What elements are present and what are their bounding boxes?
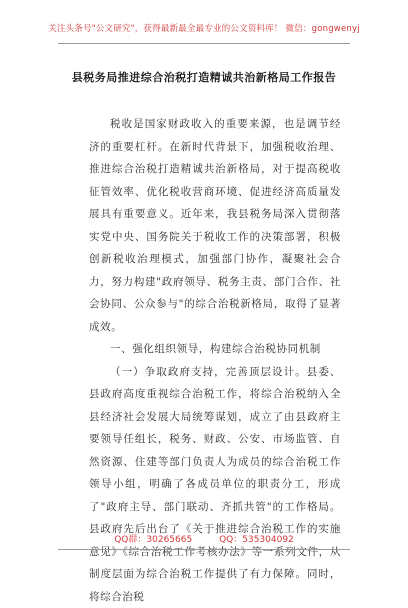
header-divider (58, 43, 350, 44)
section-paragraph: （一）争取政府支持，完善顶层设计。县委、县政府高度重视综合治税工作，将综合治税纳入全县经济社会发展大局统筹谋划，成立了由县政府主要领导任组长，税务、财政、公安、市场监管、自然资源、住建等部门负责人为成员的综合治税工作领导小组，明确了各成员单位的职责分工，形成了"政府主导、部门联动、齐抓共管"的工作格局。县政府先后出台了《关于推进综合治税工作的实施意见》《综合治税工作考核办法》等一系列文件，从制度层面为综合治税工作提供了有力保障。同时，将综合治税 (89, 361, 341, 608)
footer-contact (0, 532, 408, 545)
footer-divider (58, 549, 350, 550)
footer-qq: QQ：535304092 (219, 535, 294, 545)
section-heading: 一、强化组织领导，构建综合治税协同机制 (89, 338, 341, 361)
header-banner: 关注头条号"公文研究"，获得最新最全最专业的公文资料库！ 微信：gongwenyj (0, 22, 408, 34)
footer-qq-group: QQ群：30265665 (114, 535, 192, 545)
document-title: 县税务局推进综合治税打造精诚共治新格局工作报告 (0, 69, 408, 85)
intro-paragraph: 税收是国家财政收入的重要来源，也是调节经济的重要杠杆。在新时代背景下，加强税收治理、推进综合治税打造精诚共治新格局，对于提高税收征管效率、优化税收营商环境、促进经济高质量发展具有重要意义。近年来，我县税务局深入贯彻落实党中央、国务院关于税收工作的决策部署，积极创新税收治理模式，加强部门协作，凝聚社会合力，努力构建"政府领导、税务主责、部门合作、社会协同、公众参与"的综合治税新格局，取得了显著成效。 (89, 113, 341, 338)
